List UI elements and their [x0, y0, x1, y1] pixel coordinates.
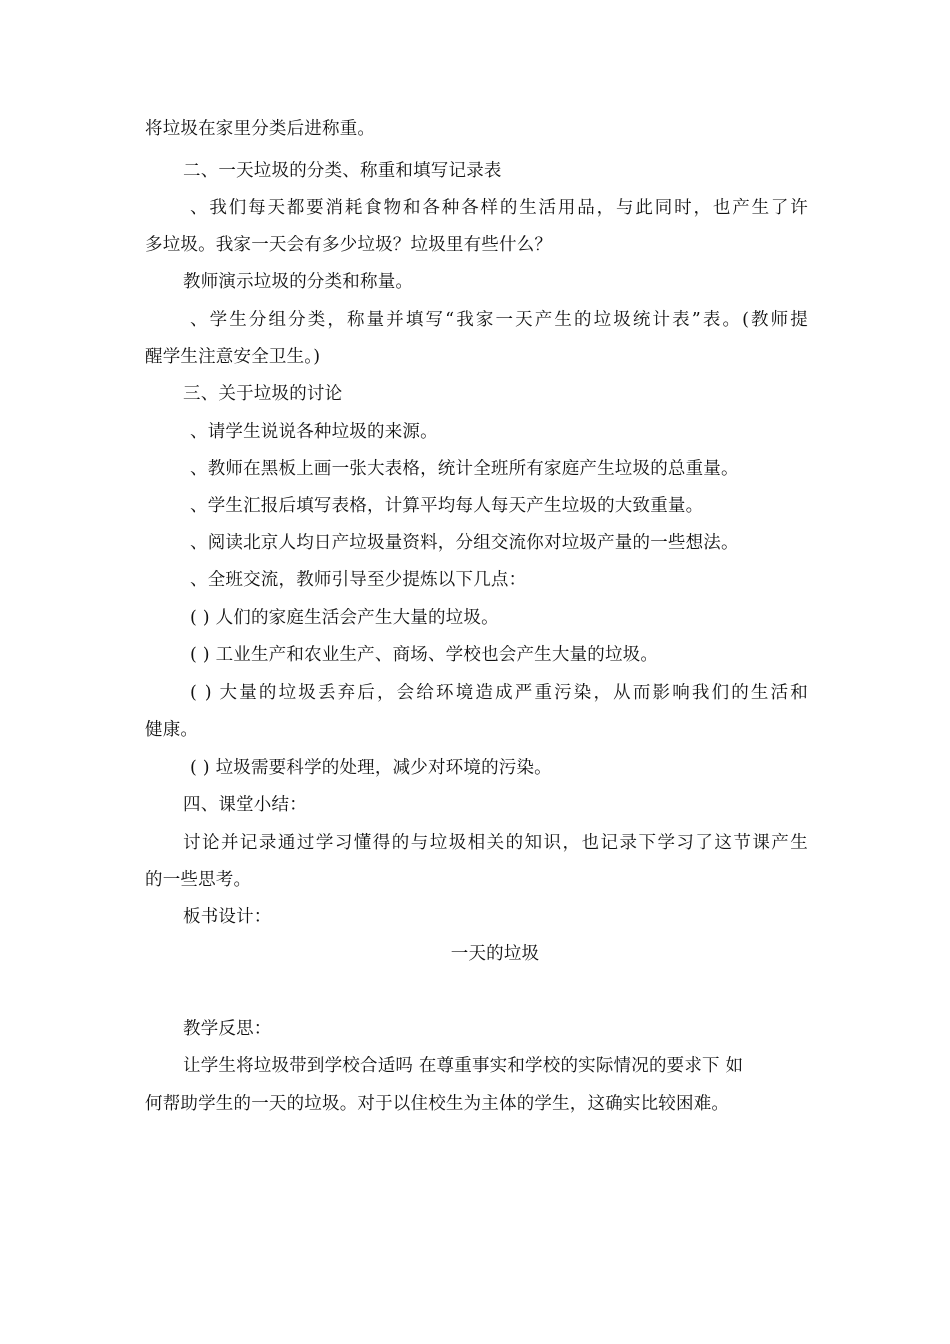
paragraph-line: 、我们每天都要消耗食物和各种各样的生活用品，与此同时，也产生了许	[190, 198, 808, 218]
section-heading: 教学反思：	[183, 1019, 272, 1039]
paragraph-line: 讨论并记录通过学习懂得的与垃圾相关的知识，也记录下学习了这节课产生	[183, 833, 808, 853]
list-item: ( ) 工业生产和农业生产、商场、学校也会产生大量的垃圾。	[190, 645, 659, 665]
paragraph-line: 、学生分组分类，称量并填写“我家一天产生的垃圾统计表”表。(教师提	[190, 310, 808, 330]
section-heading: 板书设计：	[183, 907, 272, 927]
list-item: ( ) 大量的垃圾丢弃后，会给环境造成严重污染，从而影响我们的生活和	[190, 683, 808, 703]
list-item: 、全班交流，教师引导至少提炼以下几点：	[190, 570, 527, 590]
paragraph-line: 的一些思考。	[145, 870, 252, 890]
paragraph-line: 教师演示垃圾的分类和称量。	[183, 272, 414, 292]
board-design-title: 一天的垃圾	[450, 944, 540, 964]
paragraph-line: 让学生将垃圾带到学校合适吗 在尊重事实和学校的实际情况的要求下 如	[183, 1056, 744, 1076]
section-heading: 四、课堂小结：	[183, 795, 307, 815]
paragraph-line: 何帮助学生的一天的垃圾。对于以住校生为主体的学生，这确实比较困难。	[145, 1094, 730, 1114]
list-item: 、学生汇报后填写表格，计算平均每人每天产生垃圾的大致重量。	[190, 496, 704, 516]
list-item: 、请学生说说各种垃圾的来源。	[190, 422, 438, 442]
list-item: ( ) 人们的家庭生活会产生大量的垃圾。	[190, 608, 499, 628]
section-heading: 三、关于垃圾的讨论	[183, 384, 343, 404]
list-item: ( ) 垃圾需要科学的处理，减少对环境的污染。	[190, 758, 552, 778]
paragraph-line: 醒学生注意安全卫生。)	[145, 347, 321, 367]
list-item: 、教师在黑板上画一张大表格，统计全班所有家庭产生垃圾的总重量。	[190, 459, 739, 479]
section-heading: 二、一天垃圾的分类、称重和填写记录表	[183, 161, 502, 181]
paragraph-line: 健康。	[145, 720, 199, 740]
paragraph-line: 将垃圾在家里分类后进称重。	[145, 119, 376, 139]
paragraph-line: 多垃圾。我家一天会有多少垃圾？垃圾里有些什么？	[145, 235, 553, 255]
list-item: 、阅读北京人均日产垃圾量资料，分组交流你对垃圾产量的一些想法。	[190, 533, 739, 553]
